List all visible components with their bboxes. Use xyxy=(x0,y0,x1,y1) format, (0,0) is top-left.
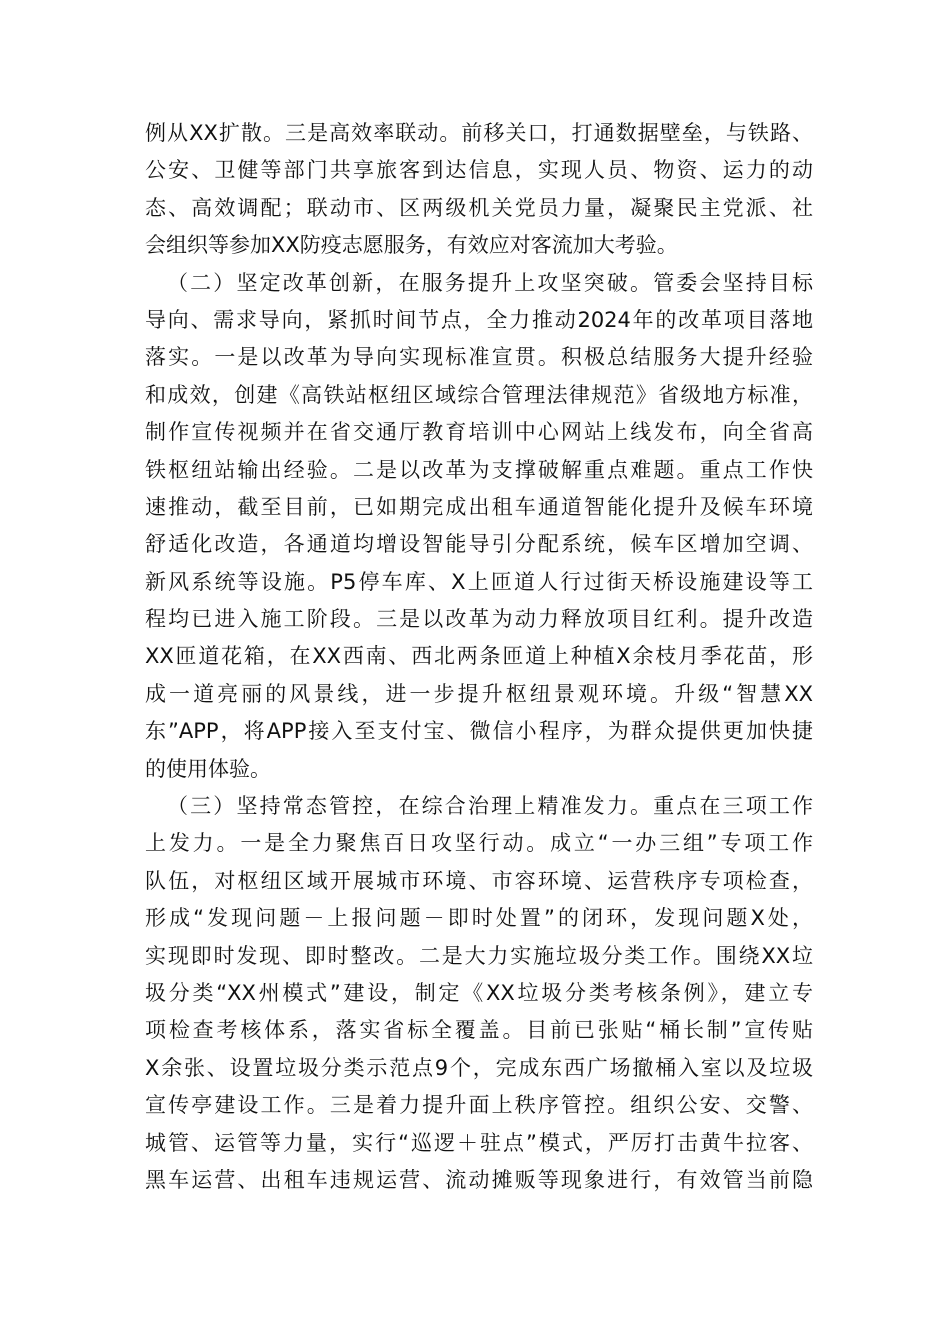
text-line: 实现即时发现、即时整改。二是大力实施垃圾分类工作。围绕XX垃 xyxy=(145,943,813,968)
text-line: 公安、卫健等部门共享旅客到达信息，实现人员、物资、运力的动 xyxy=(145,158,813,183)
text-line: 成一道亮丽的风景线，进一步提升枢纽景观环境。升级“智慧XX xyxy=(145,681,813,706)
text-line: 上发力。一是全力聚焦百日攻坚行动。成立“一办三组”专项工作 xyxy=(145,831,813,856)
text-line: 态、高效调配；联动市、区两级机关党员力量，凝聚民主党派、社 xyxy=(145,195,813,220)
text-line: 导向、需求导向，紧抓时间节点，全力推动2024年的改革项目落地 xyxy=(145,307,813,332)
text-line: 铁枢纽站输出经验。二是以改革为支撑破解重点难题。重点工作快 xyxy=(145,457,813,482)
text-line: 和成效，创建《高铁站枢纽区域综合管理法律规范》省级地方标准， xyxy=(145,382,813,407)
paragraph-heading-line: （三）坚持常态管控，在综合治理上精准发力。重点在三项工作 xyxy=(167,794,813,819)
text-line: 东”APP，将APP接入至支付宝、微信小程序，为群众提供更加快捷 xyxy=(145,719,813,744)
text-line: 队伍，对枢纽区域开展城市环境、市容环境、运营秩序专项检查， xyxy=(145,868,813,893)
text-line: XX匝道花箱，在XX西南、西北两条匝道上种植X余枝月季花苗，形 xyxy=(145,644,813,669)
text-line: 落实。一是以改革为导向实现标准宣贯。积极总结服务大提升经验 xyxy=(145,345,813,370)
text-line: 黑车运营、出租车违规运营、流动摊贩等现象进行，有效管当前隐 xyxy=(145,1167,813,1192)
text-line: 例从XX扩散。三是高效率联动。前移关口，打通数据壁垒，与铁路、 xyxy=(145,121,813,145)
text-line: 圾分类“XX州模式”建设，制定《XX垃圾分类考核条例》，建立专 xyxy=(145,980,813,1005)
text-line: 宣传亭建设工作。三是着力提升面上秩序管控。组织公安、交警、 xyxy=(145,1093,813,1118)
text-line: 会组织等参加XX防疫志愿服务，有效应对客流加大考验。 xyxy=(145,233,678,258)
text-line: 城管、运管等力量，实行“巡逻＋驻点”模式，严厉打击黄牛拉客、 xyxy=(145,1130,813,1155)
text-line: 制作宣传视频并在省交通厅教育培训中心网站上线发布，向全省高 xyxy=(145,420,813,445)
text-line: 程均已进入施工阶段。三是以改革为动力释放项目红利。提升改造 xyxy=(145,607,813,632)
text-line: 形成“发现问题－上报问题－即时处置”的闭环，发现问题X处， xyxy=(145,906,813,931)
document-body xyxy=(145,115,813,1199)
text-line: 舒适化改造，各通道均增设智能导引分配系统，候车区增加空调、 xyxy=(145,532,813,557)
text-line: 新风系统等设施。P5停车库、X上匝道人行过街天桥设施建设等工 xyxy=(145,569,813,594)
text-line: 的使用体验。 xyxy=(145,756,271,781)
paragraph-heading-line: （二）坚定改革创新，在服务提升上攻坚突破。管委会坚持目标 xyxy=(167,270,813,295)
text-line: X余张、设置垃圾分类示范点9个，完成东西广场撤桶入室以及垃圾 xyxy=(145,1055,813,1080)
text-line: 项检查考核体系，落实省标全覆盖。目前已张贴“桶长制”宣传贴 xyxy=(145,1018,813,1043)
text-line: 速推动，截至目前，已如期完成出租车通道智能化提升及候车环境 xyxy=(145,494,813,519)
